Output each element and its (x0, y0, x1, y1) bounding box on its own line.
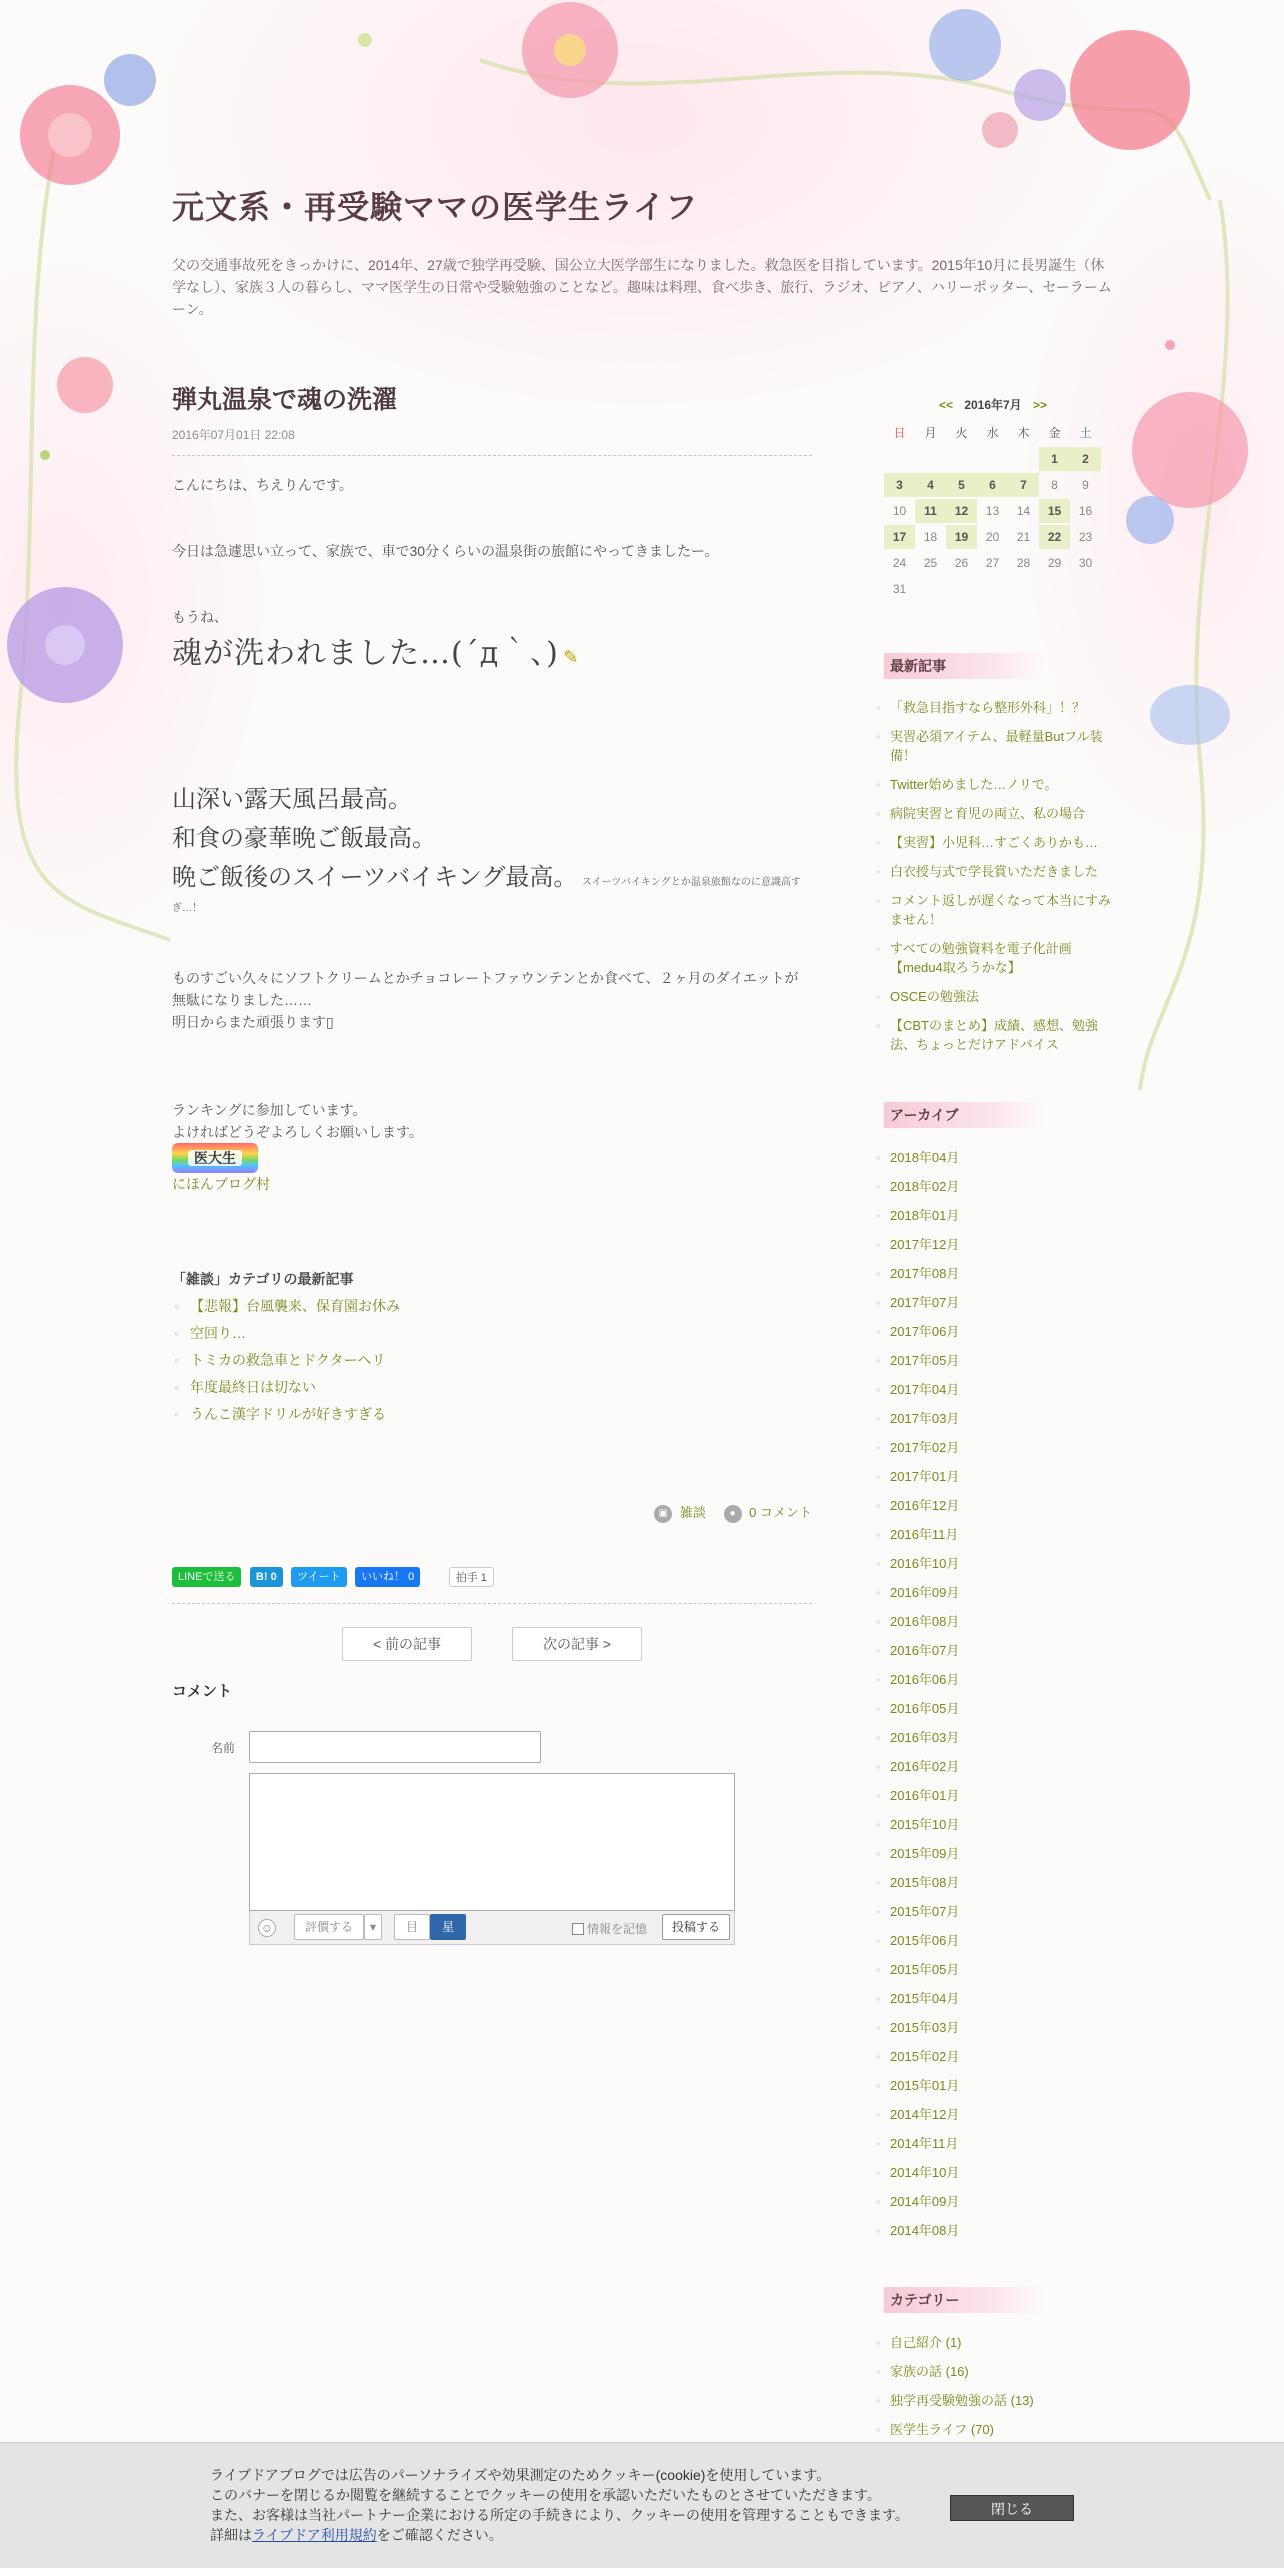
archive-item[interactable] (884, 1148, 1114, 1167)
archive-item-link[interactable]: 2014年09月 (890, 2194, 960, 2209)
recent-post-item[interactable] (884, 804, 1114, 823)
archive-item-link[interactable]: 2015年05月 (890, 1962, 960, 1977)
archive-item-link[interactable]: 2015年03月 (890, 2020, 960, 2035)
recent-post-item[interactable] (884, 775, 1114, 794)
post-date: 2016年07月01日 22:08 (172, 428, 295, 442)
recent-post-item[interactable] (884, 698, 1114, 717)
cookie-close-button[interactable]: 閉じる (950, 2495, 1074, 2521)
archive-item-link[interactable]: 2016年06月 (890, 1672, 960, 1687)
archive-item[interactable] (884, 1380, 1114, 1399)
mode-button-dark[interactable]: 星 (430, 1914, 466, 1940)
next-post-button[interactable]: 次の記事 > (512, 1627, 642, 1661)
archive-item-link[interactable]: 2018年02月 (890, 1179, 960, 1194)
archive-item-link[interactable]: 2016年12月 (890, 1498, 960, 1513)
recent-post-item-link[interactable]: すべての勉強資料を電子化計画【medu4取ろうかな】 (890, 941, 1072, 975)
mode-button-white[interactable]: 目 (394, 1914, 430, 1940)
archive-item-link[interactable]: 2016年11月 (890, 1527, 959, 1542)
calendar-day: 26 (954, 556, 969, 570)
calendar-month: 2016年7月 (964, 398, 1022, 412)
calendar-day: 9 (1082, 478, 1089, 492)
archive-item[interactable] (884, 1496, 1114, 1515)
category-latest-heading: 「雑談」カテゴリの最新記事 (172, 1271, 354, 1287)
calendar-day[interactable]: 1 (1039, 447, 1070, 471)
cookie-banner (0, 2442, 1284, 2568)
archive-item-link[interactable]: 2018年01月 (890, 1208, 960, 1223)
recent-post-item[interactable] (884, 727, 1114, 765)
archive-item-link[interactable]: 2016年09月 (890, 1585, 960, 1600)
blogmura-link[interactable]: にほんブログ村 (172, 1176, 270, 1192)
calendar-next-link[interactable]: >> (1033, 398, 1048, 412)
recent-post-item[interactable] (884, 833, 1114, 852)
archive-item[interactable] (884, 1177, 1114, 1196)
archive-item[interactable] (884, 1873, 1114, 1892)
share-separator (172, 1603, 812, 1604)
recent-post-item-link[interactable]: 【実習】小児科…すごくありかも… (890, 835, 1099, 850)
calendar-day: 14 (1016, 504, 1031, 518)
sparkle-icon: ✎ (563, 647, 579, 667)
archive-item[interactable] (884, 1815, 1114, 1834)
calendar-day[interactable]: 11 (915, 499, 946, 523)
calendar-day[interactable]: 7 (1008, 473, 1039, 497)
category-item[interactable] (884, 2391, 1114, 2410)
archive-item[interactable] (884, 1322, 1114, 1341)
calendar-day[interactable]: 3 (884, 473, 915, 497)
archive-item[interactable] (884, 1293, 1114, 1312)
archive-item[interactable] (884, 1612, 1114, 1631)
calendar-day: 20 (985, 530, 1000, 544)
calendar-day: 10 (892, 504, 907, 518)
archive-item[interactable] (884, 1844, 1114, 1863)
archive-list (884, 1148, 1114, 2250)
body-paragraph: ものすごい久々にソフトクリームとかチョコレートファウンテンとか食べて、２ヶ月のダイエットが無駄になりました…… (172, 970, 799, 1008)
calendar-day (915, 577, 946, 601)
submit-comment-button[interactable]: 投稿する (662, 1914, 730, 1940)
archive-item[interactable] (884, 1409, 1114, 1428)
recent-post-item[interactable] (884, 987, 1114, 1006)
archive-item-link[interactable]: 2016年03月 (890, 1730, 960, 1745)
ranking-badge[interactable]: 医大生 (172, 1143, 258, 1173)
facebook-like-button[interactable]: いいね！ 0 (355, 1567, 420, 1587)
category-item[interactable] (884, 2333, 1114, 2352)
prev-post-button[interactable]: < 前の記事 (342, 1627, 472, 1661)
archive-item[interactable] (884, 1670, 1114, 1689)
archive-item-link[interactable]: 2017年06月 (890, 1324, 960, 1339)
archive-item-link[interactable]: 2014年11月 (890, 2136, 959, 2151)
category-item-link[interactable]: 自己紹介 (1) (890, 2335, 962, 2350)
comment-textarea[interactable] (249, 1773, 735, 1911)
archive-item[interactable] (884, 1467, 1114, 1486)
clap-button[interactable]: 拍手 1 (449, 1567, 494, 1587)
body-paragraph: もうね、 (172, 609, 228, 625)
folder-icon: ▣ (654, 1505, 672, 1523)
calendar-day[interactable]: 6 (977, 473, 1008, 497)
article (172, 380, 812, 1604)
calendar-day (884, 447, 915, 471)
calendar-day: 31 (892, 582, 907, 596)
archive-item-link[interactable]: 2017年04月 (890, 1382, 960, 1397)
name-input[interactable] (249, 1731, 541, 1763)
comment-icon: ● (724, 1505, 742, 1523)
calendar-prev-link[interactable]: << (938, 398, 953, 412)
cookie-text: ライブドアブログでは広告のパーソナライズや効果測定のためクッキー(cookie)を使用しています。 このバナーを閉じるか閲覧を継続することでクッキーの使用を承認いただいたものとさせていただきます。 また、お客様は当社パートナー企業における所定の手続きにより、クッキーの使用を管理することもできます。 詳細はライブドア利用規約をご確認ください。 (210, 2467, 909, 2543)
recent-post-item[interactable] (884, 862, 1114, 881)
list-item[interactable]: ◦ トミカの救急車とドクターヘリ (172, 1347, 812, 1374)
remember-checkbox[interactable] (572, 1923, 584, 1935)
calendar-day (977, 447, 1008, 471)
calendar-day[interactable]: 19 (946, 525, 977, 549)
archive-item[interactable] (884, 1206, 1114, 1225)
archive-item[interactable] (884, 1525, 1114, 1544)
archive-item-link[interactable]: 2017年03月 (890, 1411, 960, 1426)
calendar-day (946, 577, 977, 601)
ranking-text: ランキングに参加しています。 (172, 1102, 367, 1118)
calendar-day[interactable]: 22 (1039, 525, 1070, 549)
calendar-day: 18 (923, 530, 938, 544)
calendar-day[interactable]: 2 (1070, 447, 1101, 471)
calendar-day[interactable]: 4 (915, 473, 946, 497)
calendar-day: 24 (892, 556, 907, 570)
archive-item[interactable] (884, 1989, 1114, 2008)
post-comments-link[interactable]: 0 コメント (749, 1505, 812, 1520)
archive-item-link[interactable]: 2017年05月 (890, 1353, 960, 1368)
share-buttons (172, 1567, 812, 1589)
archive-item-link[interactable]: 2015年09月 (890, 1846, 960, 1861)
calendar-day: 30 (1078, 556, 1093, 570)
calendar-weekday: 火 (955, 426, 968, 440)
category-item-link[interactable]: 医学生ライフ (70) (890, 2422, 994, 2437)
archive-item-link[interactable]: 2015年07月 (890, 1904, 960, 1919)
site-title[interactable]: 元文系・再受験ママの医学生ライフ (172, 188, 699, 226)
archive-item[interactable] (884, 1264, 1114, 1283)
calendar-day (946, 447, 977, 471)
archive-item[interactable] (884, 2105, 1114, 2124)
calendar-day: 16 (1078, 504, 1093, 518)
list-item[interactable]: ◦ うんこ漢字ドリルが好きすぎる (172, 1401, 812, 1428)
recent-post-item-link[interactable]: Twitter始めました…ノリで。 (890, 777, 1058, 792)
hatena-bookmark-button[interactable]: B! 0 (250, 1567, 283, 1587)
recent-post-item-link[interactable]: OSCEの勉強法 (890, 989, 979, 1004)
category-item[interactable] (884, 2362, 1114, 2381)
calendar-day: 28 (1016, 556, 1031, 570)
small-note: スイーツバイキングとか温泉旅館なのに意識高すぎ…！ (172, 877, 801, 914)
line-share-button[interactable]: LINEで送る (172, 1567, 241, 1587)
archive-item[interactable] (884, 1641, 1114, 1660)
recent-post-item-link[interactable]: コメント返しが遅くなって本当にすみません！ (890, 893, 1112, 927)
recent-post-item-link[interactable]: 実習必須アイテム、最軽量Butフル装備！ (890, 729, 1103, 763)
archive-item[interactable] (884, 1757, 1114, 1776)
archive-item-link[interactable]: 2017年07月 (890, 1295, 960, 1310)
ranking-text: よければどうぞよろしくお願いします。 (172, 1124, 423, 1140)
recent-post-item-link[interactable]: 【CBTのまとめ】成績、感想、勉強法、ちょっとだけアドバイス (890, 1018, 1099, 1052)
calendar-day: 25 (923, 556, 938, 570)
archive-item[interactable] (884, 1902, 1114, 1921)
archive-item-link[interactable]: 2016年05月 (890, 1701, 960, 1716)
calendar-weekday: 日 (893, 426, 906, 440)
calendar-weekday: 木 (1017, 426, 1030, 440)
archive-item-link[interactable]: 2018年04月 (890, 1150, 960, 1165)
calendar-day: 21 (1016, 530, 1031, 544)
archive-title: アーカイブ (884, 1102, 1044, 1128)
category-title: カテゴリー (884, 2287, 1044, 2313)
calendar-day (977, 577, 1008, 601)
terms-link[interactable]: ライブドア利用規約 (252, 2527, 377, 2543)
recent-post-item[interactable] (884, 939, 1114, 977)
calendar-day (1070, 577, 1101, 601)
archive-item-link[interactable]: 2016年10月 (890, 1556, 960, 1571)
calendar-day[interactable]: 5 (946, 473, 977, 497)
list-item[interactable]: ◦ 【悲報】台風襲来、保育園お休み (172, 1293, 812, 1320)
archive-item-link[interactable]: 2014年08月 (890, 2223, 960, 2238)
list-item[interactable]: ◦ 空回り… (172, 1320, 812, 1347)
chevron-down-icon[interactable]: ▾ (364, 1914, 382, 1940)
rate-button[interactable]: 評價する (294, 1914, 364, 1940)
remember-checkbox-label[interactable]: 情報を記憶 (572, 1920, 647, 1937)
archive-item-link[interactable]: 2017年01月 (890, 1469, 960, 1484)
emphasis-line: 和食の豪華晩ご飯最高。 (172, 824, 436, 852)
archive-item[interactable] (884, 1583, 1114, 1602)
emphasis-line: 山深い露天風呂最高。 (172, 785, 412, 813)
archive-item[interactable] (884, 2192, 1114, 2211)
category-item[interactable] (884, 2420, 1114, 2439)
archive-item[interactable] (884, 2076, 1114, 2095)
archive-item-link[interactable]: 2014年12月 (890, 2107, 960, 2122)
comment-heading: コメント (172, 1683, 233, 1700)
calendar-weekday: 土 (1079, 426, 1092, 440)
archive-item[interactable] (884, 1931, 1114, 1950)
archive-item-link[interactable]: 2016年01月 (890, 1788, 960, 1803)
calendar-grid (884, 421, 1102, 601)
recent-posts-title: 最新記事 (884, 653, 1044, 679)
archive-item-link[interactable]: 2017年08月 (890, 1266, 960, 1281)
archive-item-link[interactable]: 2014年10月 (890, 2165, 960, 2180)
calendar-day[interactable]: 15 (1039, 499, 1070, 523)
category-latest-list (172, 1293, 812, 1428)
archive-item[interactable] (884, 2018, 1114, 2037)
archive-item[interactable] (884, 2047, 1114, 2066)
calendar-day: 8 (1051, 478, 1058, 492)
calendar-day (915, 447, 946, 471)
greeting-text: こんにちは、ちえりんです。 (172, 477, 353, 493)
body-paragraph: 今日は急遽思い立って、家族で、車で30分くらいの温泉街の旅館にやってきましたー。 (172, 543, 719, 559)
archive-item[interactable] (884, 1728, 1114, 1747)
recent-post-item-link[interactable]: 病院実習と育児の両立、私の場合 (890, 806, 1086, 821)
calendar-day: 29 (1047, 556, 1062, 570)
archive-item[interactable] (884, 2134, 1114, 2153)
list-item[interactable]: ◦ 年度最終日は切ない (172, 1374, 812, 1401)
recent-post-item[interactable] (884, 1016, 1114, 1054)
emoji-icon[interactable]: ☺ (258, 1919, 276, 1937)
calendar-day (1039, 577, 1070, 601)
calendar (884, 396, 1102, 601)
archive-item-link[interactable]: 2016年08月 (890, 1614, 960, 1629)
post-category-link[interactable]: 雑談 (679, 1505, 706, 1520)
calendar-weekday: 月 (924, 426, 937, 440)
calendar-day: 13 (985, 504, 1000, 518)
recent-post-item-link[interactable]: 白衣授与式で学長賞いただきました (890, 864, 1099, 879)
calendar-weekday: 水 (986, 426, 999, 440)
tweet-button[interactable]: ツイート (291, 1567, 346, 1587)
post-meta (172, 1502, 812, 1523)
calendar-day[interactable]: 17 (884, 525, 915, 549)
calendar-weekday: 金 (1048, 426, 1061, 440)
archive-item-link[interactable]: 2017年12月 (890, 1237, 960, 1252)
recent-post-item-link[interactable]: 「救急目指すなら整形外科」！？ (890, 700, 1086, 715)
archive-item-link[interactable]: 2015年01月 (890, 2078, 960, 2093)
archive-item-link[interactable]: 2017年02月 (890, 1440, 960, 1455)
category-item-link[interactable]: 家族の話 (16) (890, 2364, 969, 2379)
archive-item-link[interactable]: 2015年06月 (890, 1933, 960, 1948)
calendar-day (1008, 577, 1039, 601)
recent-post-item[interactable] (884, 891, 1114, 929)
archive-item[interactable] (884, 1351, 1114, 1370)
archive-item[interactable] (884, 1699, 1114, 1718)
archive-item[interactable] (884, 1438, 1114, 1457)
recent-posts-list (884, 698, 1114, 1064)
category-item-link[interactable]: 独学再受験勉強の話 (13) (890, 2393, 1034, 2408)
archive-item[interactable] (884, 1554, 1114, 1573)
archive-item-link[interactable]: 2016年07月 (890, 1643, 960, 1658)
archive-item-link[interactable]: 2016年02月 (890, 1759, 960, 1774)
emphasis-text: 魂が洗われました…(´д｀、) (172, 636, 559, 671)
archive-item[interactable] (884, 1960, 1114, 1979)
body-paragraph: 明日からまた頑張ります▯ (172, 1014, 334, 1030)
archive-item-link[interactable]: 2015年04月 (890, 1991, 960, 2006)
archive-item-link[interactable]: 2015年02月 (890, 2049, 960, 2064)
post-title[interactable]: 弾丸温泉で魂の洗濯 (172, 385, 398, 414)
calendar-day: 27 (985, 556, 1000, 570)
archive-item[interactable] (884, 2221, 1114, 2240)
comment-toolbar (249, 1911, 735, 1945)
archive-item[interactable] (884, 2163, 1114, 2182)
category-list (884, 2333, 1114, 2449)
archive-item-link[interactable]: 2015年10月 (890, 1817, 960, 1832)
post-separator (172, 455, 812, 456)
calendar-day: 23 (1078, 530, 1093, 544)
calendar-day (1008, 447, 1039, 471)
calendar-day[interactable]: 12 (946, 499, 977, 523)
archive-item-link[interactable]: 2015年08月 (890, 1875, 960, 1890)
archive-item[interactable] (884, 1235, 1114, 1254)
site-description: 父の交通事故死をきっかけに、2014年、27歳で独学再受験、国公立大医学部生になりました。救急医を目指しています。2015年10月に長男誕生（休学なし）、家族３人の暮らし、ママ医学生の日常や受験勉強のことなど。趣味は料理、食べ歩き、旅行、ラジオ、ピアノ、ハリーポッター、セーラームーン。 (172, 257, 1112, 317)
name-label: 名前 (211, 1741, 236, 1755)
calendar-header (884, 396, 1102, 413)
emphasis-line: 晩ご飯後のスイーツバイキング最高。 (172, 863, 578, 891)
archive-item[interactable] (884, 1786, 1114, 1805)
